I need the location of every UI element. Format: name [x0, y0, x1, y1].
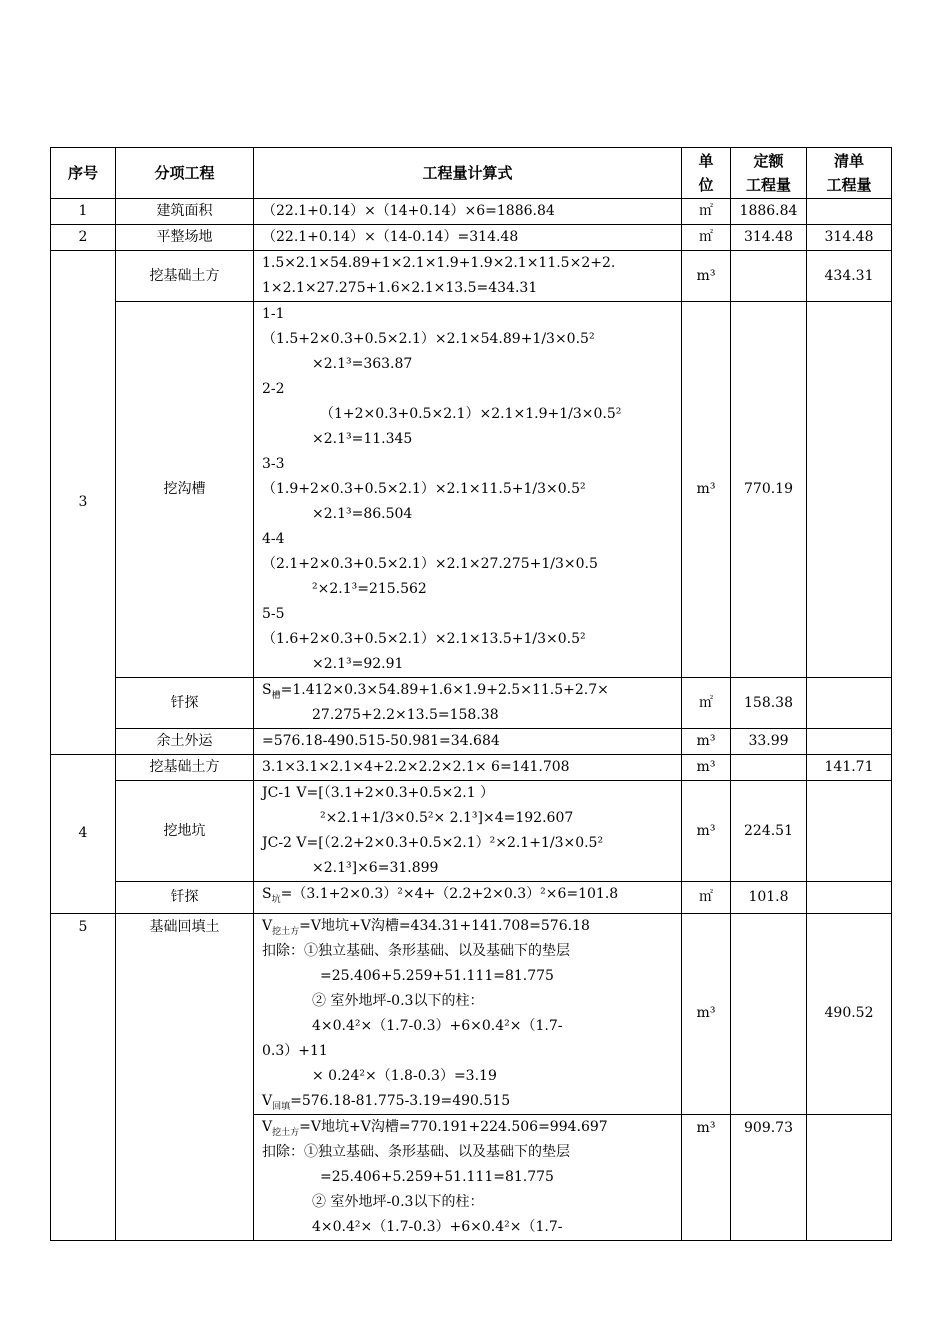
expression: =1.412×0.3×54.89+1.6×1.9+2.5×11.5+2.7×: [280, 682, 609, 698]
formula-line: 4×0.4²×（1.7-0.3）+6×0.4²×（1.7-: [312, 1218, 563, 1235]
row-formula: [254, 678, 682, 729]
row-formula: （22.1+0.14）×（14-0.14）=314.48: [254, 225, 682, 251]
row-unit: ㎡: [682, 882, 731, 914]
row-quota: 224.51: [731, 781, 807, 882]
quota-header-line2: 工程量: [745, 176, 791, 194]
formula-line: （1+2×0.3+0.5×2.1）×2.1×1.9+1/3×0.5²: [320, 406, 622, 422]
bill-header-line2: 工程量: [826, 176, 872, 194]
row-formula: [254, 882, 682, 914]
row-quota: 158.38: [731, 678, 807, 729]
row-item: 挖基础土方: [116, 251, 254, 302]
bill-header-line1: 清单: [833, 152, 864, 170]
table-row: [51, 251, 892, 302]
formula-line: [262, 1089, 677, 1114]
row-bill: [807, 199, 892, 225]
row-item: 钎探: [116, 882, 254, 914]
row-unit: ㎡: [682, 678, 731, 729]
row-formula: [254, 251, 682, 302]
formula-line: 27.275+2.2×13.5=158.38: [312, 707, 499, 723]
expression: =V地坑+V沟槽=434.31+141.708=576.18: [299, 917, 590, 934]
formula-line: （1.9+2×0.3+0.5×2.1）×2.1×11.5+1/3×0.5²: [262, 481, 586, 497]
row-formula: [254, 302, 682, 678]
formula-line: 4×0.4²×（1.7-0.3）+6×0.4²×（1.7-: [312, 1017, 563, 1034]
row-formula: 3.1×3.1×2.1×4+2.2×2.2×2.1× 6=141.708: [254, 755, 682, 781]
formula-line: 5-5: [262, 606, 285, 622]
formula-line: 扣除：①独立基础、条形基础、以及基础下的垫层: [262, 942, 570, 959]
row-item: 挖地坑: [116, 781, 254, 882]
unit-header-line1: 单: [698, 152, 714, 170]
row-unit: m³: [682, 302, 731, 678]
row-item: 余土外运: [116, 729, 254, 755]
formula-line: 2-2: [262, 381, 285, 397]
row-bill: [807, 729, 892, 755]
formula-line: （2.1+2×0.3+0.5×2.1）×2.1×27.275+1/3×0.5: [262, 556, 598, 572]
formula-line: 扣除：①独立基础、条形基础、以及基础下的垫层: [262, 1143, 570, 1160]
row-unit: ㎡: [682, 225, 731, 251]
row-seq: 1: [51, 199, 116, 225]
row-quota: [731, 913, 807, 1114]
formula-line: ② 室外地坪-0.3以下的柱：: [312, 1193, 484, 1210]
subscript: 回填: [272, 1101, 291, 1112]
table-row: [51, 882, 892, 914]
row-quota: [731, 755, 807, 781]
row-item: 钎探: [116, 678, 254, 729]
unit-header-line2: 位: [698, 176, 714, 194]
formula-line: 0.3）+11: [262, 1042, 328, 1059]
table-row: [51, 225, 892, 251]
section-seq: 4: [51, 755, 116, 914]
formula-line: ×2.1³]×6=31.899: [312, 860, 439, 876]
col-formula-header: 工程量计算式: [254, 148, 682, 199]
row-item: 平整场地: [116, 225, 254, 251]
col-seq-header: 序号: [51, 148, 116, 199]
formula-line: ²×2.1³=215.562: [312, 581, 427, 597]
row-formula: [254, 913, 682, 1114]
formula-line: [262, 678, 677, 703]
row-bill: [807, 781, 892, 882]
symbol: S: [262, 682, 272, 698]
table-row: [51, 755, 892, 781]
row-quota: 33.99: [731, 729, 807, 755]
expression: =（3.1+2×0.3）²×4+（2.2+2×0.3）²×6=101.8: [280, 886, 619, 902]
subscript: 挖土方: [272, 1127, 300, 1138]
row-item: 建筑面积: [116, 199, 254, 225]
row-item: 挖基础土方: [116, 755, 254, 781]
row-quota: 314.48: [731, 225, 807, 251]
subscript: 挖土方: [272, 926, 300, 937]
expression: =576.18-81.775-3.19=490.515: [290, 1092, 511, 1109]
row-bill: [807, 678, 892, 729]
subscript: 坑: [271, 894, 281, 905]
row-bill: [807, 1114, 892, 1240]
table-row: [51, 913, 892, 1114]
row-quota: 101.8: [731, 882, 807, 914]
row-unit: m³: [682, 1114, 731, 1240]
table-row: [51, 302, 892, 678]
row-quota: 909.73: [731, 1114, 807, 1240]
symbol: S: [262, 886, 272, 902]
table-row: [51, 678, 892, 729]
formula-line: =25.406+5.259+51.111=81.775: [320, 967, 554, 984]
row-quota: [731, 251, 807, 302]
symbol: V: [262, 1092, 273, 1109]
row-bill: 490.52: [807, 913, 892, 1114]
row-item: 基础回填土: [116, 913, 254, 1240]
row-unit: m³: [682, 755, 731, 781]
row-formula: [254, 1114, 682, 1240]
row-formula: （22.1+0.14）×（14+0.14）×6=1886.84: [254, 199, 682, 225]
formula-line: ×2.1³=92.91: [312, 656, 404, 672]
row-seq: 2: [51, 225, 116, 251]
row-quota: 1886.84: [731, 199, 807, 225]
formula-line: =25.406+5.259+51.111=81.775: [320, 1168, 554, 1185]
col-item-header: 分项工程: [116, 148, 254, 199]
row-bill: 141.71: [807, 755, 892, 781]
col-bill-header: [807, 148, 892, 199]
row-unit: m³: [682, 729, 731, 755]
quantity-calculation-table: [50, 147, 892, 1241]
col-unit-header: [682, 148, 731, 199]
expression: =V地坑+V沟槽=770.191+224.506=994.697: [299, 1118, 608, 1135]
row-formula: =576.18-490.515-50.981=34.684: [254, 729, 682, 755]
row-formula: [254, 781, 682, 882]
subscript: 槽: [271, 690, 281, 701]
formula-line: （1.6+2×0.3+0.5×2.1）×2.1×13.5+1/3×0.5²: [262, 631, 586, 647]
quota-header-line1: 定额: [753, 152, 784, 170]
table-row: [51, 781, 892, 882]
row-unit: m³: [682, 251, 731, 302]
row-bill: [807, 882, 892, 914]
row-bill: [807, 302, 892, 678]
row-unit: m³: [682, 913, 731, 1114]
row-quota: 770.19: [731, 302, 807, 678]
col-quota-header: [731, 148, 807, 199]
table-row: [51, 199, 892, 225]
formula-line: 3-3: [262, 456, 285, 472]
formula-line: × 0.24²×（1.8-0.3）=3.19: [312, 1067, 497, 1084]
section-seq: 5: [51, 913, 116, 1240]
formula-line: 1-1: [262, 306, 285, 322]
symbol: V: [262, 1118, 273, 1135]
formula-line: [262, 914, 677, 939]
formula-line: ×2.1³=363.87: [312, 356, 413, 372]
formula-line: ²×2.1+1/3×0.5²× 2.1³]×4=192.607: [320, 810, 574, 826]
formula-line: 4-4: [262, 531, 285, 547]
table-row: [51, 729, 892, 755]
formula-line: （1.5+2×0.3+0.5×2.1）×2.1×54.89+1/3×0.5²: [262, 331, 595, 347]
row-bill: 314.48: [807, 225, 892, 251]
header-row: [51, 148, 892, 199]
formula-line: ×2.1³=86.504: [312, 506, 413, 522]
row-unit: m³: [682, 781, 731, 882]
formula-line: JC-2 V=[（2.2+2×0.3+0.5×2.1）²×2.1+1/3×0.5²: [262, 835, 604, 851]
formula-line: ② 室外地坪-0.3以下的柱：: [312, 992, 484, 1009]
formula-line: 1×2.1×27.275+1.6×2.1×13.5=434.31: [262, 280, 538, 296]
row-item: 挖沟槽: [116, 302, 254, 678]
formula-line: [262, 1115, 677, 1140]
row-unit: ㎡: [682, 199, 731, 225]
formula-line: 1.5×2.1×54.89+1×2.1×1.9+1.9×2.1×11.5×2+2.: [262, 255, 616, 271]
formula-line: JC-1 V=[（3.1+2×0.3+0.5×2.1 ）: [262, 785, 495, 801]
section-seq: 3: [51, 251, 116, 755]
symbol: V: [262, 917, 273, 934]
row-bill: 434.31: [807, 251, 892, 302]
formula-line: ×2.1³=11.345: [312, 431, 413, 447]
